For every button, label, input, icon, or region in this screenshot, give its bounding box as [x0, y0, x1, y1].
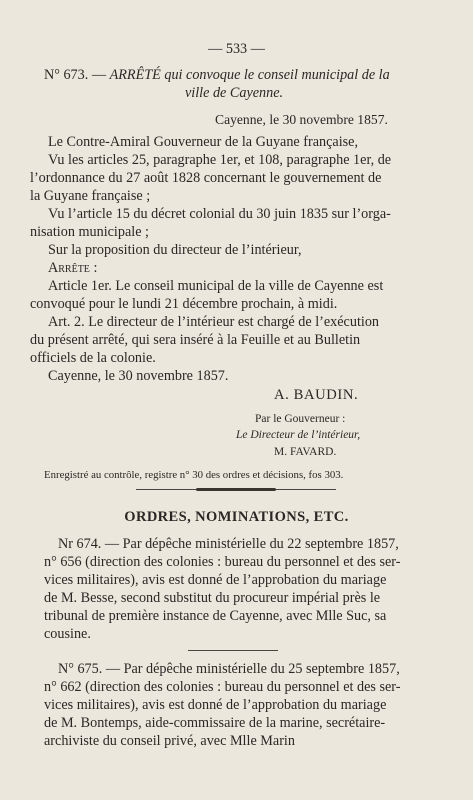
entry-674-line-1: Nr 674. — Par dépêche ministérielle du 22 septembre 1857, [58, 536, 399, 552]
entry-675-line-3: vices militaires), avis est donné de l’approbation du mariage [44, 697, 387, 713]
arrete-line-4: la Guyane française ; [30, 188, 151, 204]
par-le-gouverneur: Par le Gouverneur : [255, 413, 346, 425]
entry-674-line-5: tribunal de première instance de Cayenne, avec Mlle Suc, sa [44, 608, 387, 624]
entry-674-line-2: n° 656 (direction des colonies : bureau du personnel et des ser- [44, 554, 401, 570]
arrete-line-3: l’ordonnance du 27 août 1828 concernant le gouvernement de [30, 170, 382, 186]
arrete-line-7: Sur la proposition du directeur de l’intérieur, [48, 242, 302, 258]
arrete-line-9: Article 1er. Le conseil municipal de la ville de Cayenne est [48, 278, 384, 294]
entry-675-line-4: de M. Bontemps, aide-commissaire de la marine, secrétaire- [44, 715, 386, 731]
arrete-title-part-1: ARRÊTÉ qui convoque le conseil municipal de la [109, 67, 390, 83]
directeur-title: Le Directeur de l’intérieur, [236, 429, 361, 441]
arrete-dateline: Cayenne, le 30 novembre 1857. [215, 112, 388, 127]
arrete-line-11: Art. 2. Le directeur de l’intérieur est chargé de l’exécution [48, 314, 380, 330]
entry-675-line-2: n° 662 (direction des colonies : bureau du personnel et des ser- [44, 679, 401, 695]
page-number: — 533 — [208, 41, 265, 57]
arrete-line-1: Le Contre-Amiral Gouverneur de la Guyane française, [48, 134, 359, 150]
arrete-number: N° 673. — [44, 67, 110, 83]
arrete-line-13: officiels de la colonie. [30, 350, 156, 366]
section-heading: ORDRES, NOMINATIONS, ETC. [124, 509, 349, 525]
entry-675-line-5: archiviste du conseil privé, avec Mlle Marin [44, 733, 295, 749]
entry-675-line-1: N° 675. — Par dépêche ministérielle du 25 septembre 1857, [58, 661, 400, 677]
arrete-line-5: Vu l’article 15 du décret colonial du 30 juin 1835 sur l’orga- [48, 206, 391, 222]
entry-674-line-3: vices militaires), avis est donné de l’approbation du mariage [44, 572, 387, 588]
governor-signature: A. BAUDIN. [274, 387, 359, 403]
entry-674-line-6: cousine. [44, 626, 91, 642]
directeur-name: M. FAVARD. [274, 446, 337, 458]
section-divider-ornament [196, 488, 276, 491]
arrete-line-10: convoqué pour le lundi 21 décembre prochain, à midi. [30, 296, 338, 312]
arrete-line-6: nisation municipale ; [30, 224, 149, 240]
entry-divider-rule [188, 650, 278, 651]
arrete-line-8: Arrête : [48, 260, 98, 276]
arrete-title-line-2: ville de Cayenne. [185, 85, 284, 101]
arrete-line-2: Vu les articles 25, paragraphe 1er, et 108, paragraphe 1er, de [48, 152, 392, 168]
arrete-line-14: Cayenne, le 30 novembre 1857. [48, 368, 229, 384]
registration-note: Enregistré au contrôle, registre n° 30 des ordres et décisions, fos 303. [44, 469, 344, 481]
arrete-line-12: du présent arrêté, qui sera inséré à la Feuille et au Bulletin [30, 332, 361, 348]
arrete-title-line-1 [44, 66, 390, 84]
entry-674-line-4: de M. Besse, second substitut du procureur impérial près le [44, 590, 381, 606]
